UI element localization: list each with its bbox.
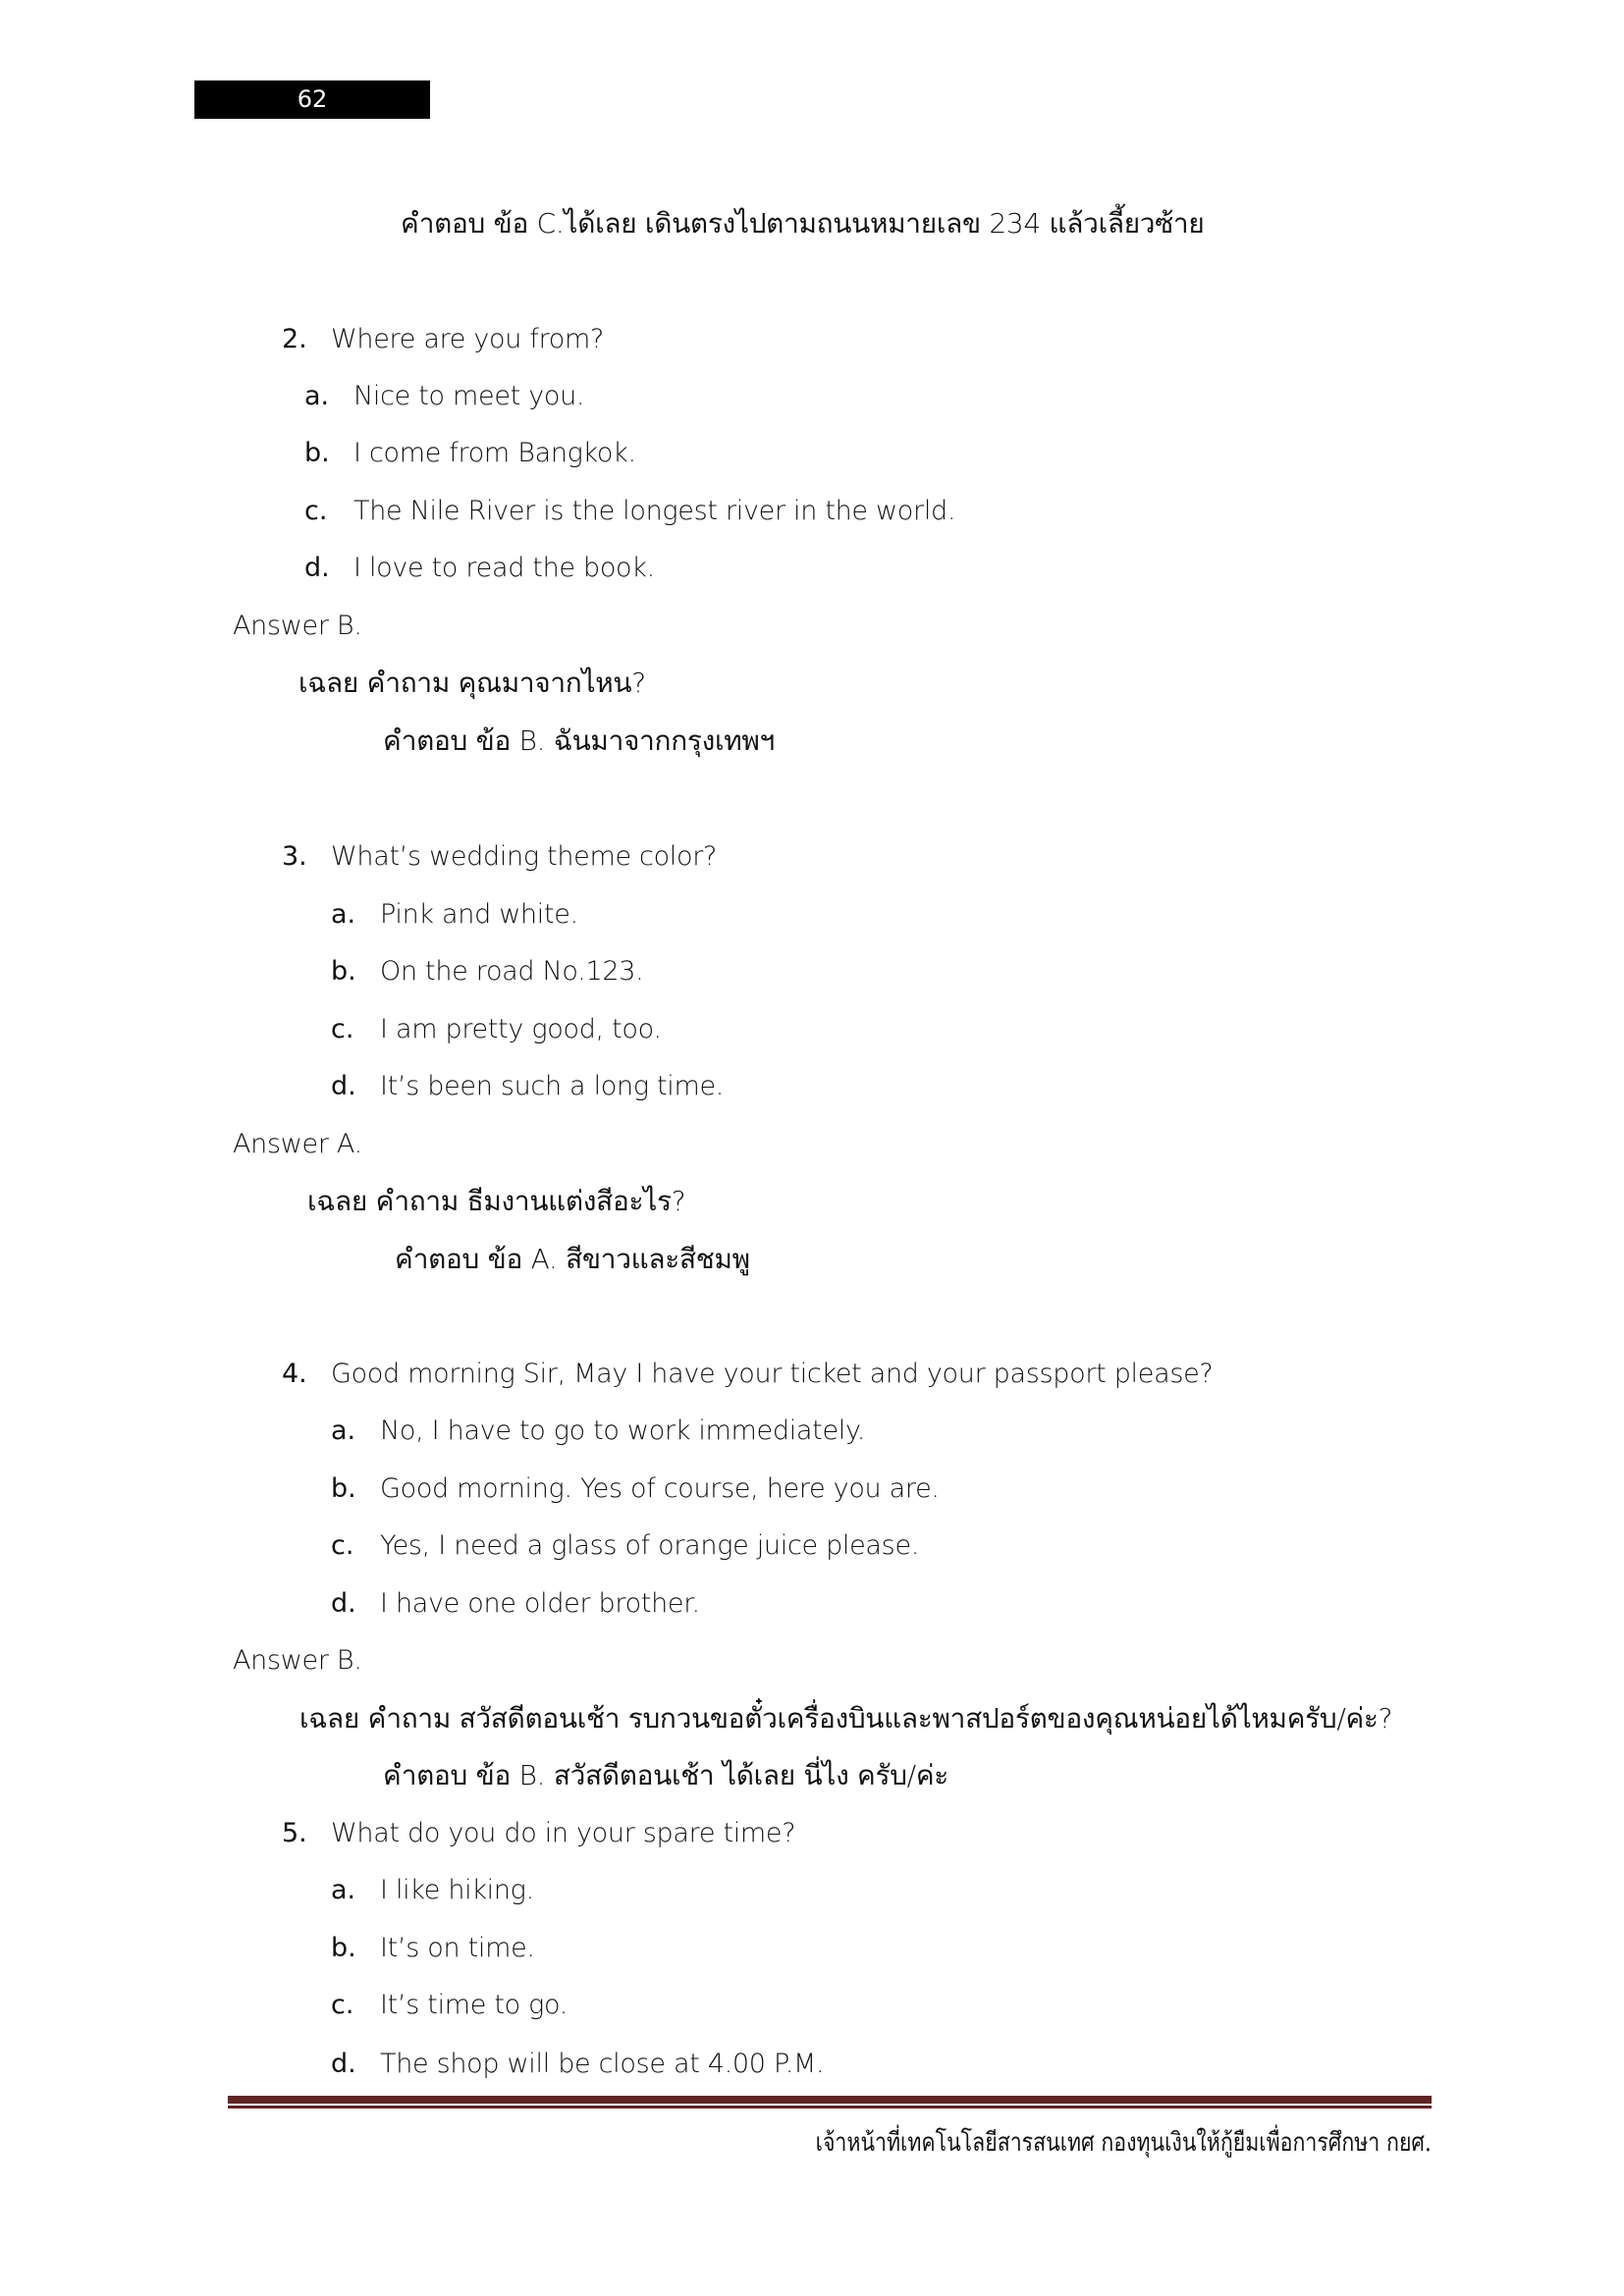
option-text: No, I have to go to work immediately.	[380, 1415, 866, 1446]
option-text: I am pretty good, too.	[380, 1014, 662, 1044]
question-number: 4.	[282, 1359, 307, 1389]
footer-rule-thick	[228, 2096, 1432, 2104]
option-text: It’s been such a long time.	[380, 1071, 725, 1101]
option-text: I like hiking.	[380, 1875, 534, 1905]
option-text: I have one older brother.	[380, 1588, 700, 1619]
question-number: 5.	[282, 1818, 307, 1848]
option-letter: c.	[331, 1990, 354, 2020]
option-text: Pink and white.	[380, 899, 578, 930]
explanation-answer: คำตอบ ข้อ B. สวัสดีตอนเช้า ได้เลย นี่ไง ครับ/ค่ะ	[383, 1759, 948, 1791]
footer-text: เจ้าหน้าที่เทคโนโลยีสารสนเทศ กองทุนเงินให้กู้ยืมเพื่อการศึกษา กยศ.	[815, 2128, 1432, 2158]
option-letter: b.	[331, 1473, 356, 1504]
explanation-answer: คำตอบ ข้อ B. ฉันมาจากกรุงเทพฯ	[383, 724, 775, 757]
option-letter: d.	[331, 1588, 356, 1619]
option-text: Yes, I need a glass of orange juice please.	[380, 1530, 920, 1561]
explanation-question: เฉลย คำถาม ธีมงานแต่งสีอะไร?	[307, 1185, 686, 1217]
option-text: Good morning. Yes of course, here you are.	[380, 1473, 940, 1504]
question-text: What do you do in your spare time?	[331, 1818, 796, 1848]
question-text: Good morning Sir, May I have your ticket and your passport please?	[331, 1359, 1214, 1389]
option-letter: c.	[331, 1014, 354, 1044]
explanation-question: เฉลย คำถาม สวัสดีตอนเช้า รบกวนขอตั๋วเครื่องบินและพาสปอร์ตของคุณหน่อยได้ไหมครับ/ค่ะ?	[299, 1702, 1393, 1735]
option-text: Nice to meet you.	[353, 381, 585, 411]
option-text: The Nile River is the longest river in the world.	[353, 496, 956, 526]
option-text: The shop will be close at 4.00 P.M.	[380, 2049, 825, 2079]
page-number-badge	[194, 80, 430, 119]
option-text: I come from Bangkok.	[353, 438, 636, 468]
option-letter: a.	[304, 381, 330, 411]
option-letter: d.	[331, 2049, 356, 2079]
option-letter: a.	[331, 899, 356, 930]
page-number: 62	[297, 85, 328, 113]
answer-label: Answer A.	[233, 1129, 362, 1159]
question-number: 2.	[282, 324, 307, 354]
question-text: What’s wedding theme color?	[331, 841, 718, 872]
option-letter: c.	[304, 496, 328, 526]
explanation-answer: คำตอบ ข้อ A. สีขาวและสีชมพู	[395, 1243, 750, 1275]
footer-rule-thin	[228, 2106, 1432, 2109]
answer-label: Answer B.	[233, 1645, 362, 1676]
option-letter: b.	[331, 1933, 356, 1963]
option-letter: a.	[331, 1875, 356, 1905]
option-text: On the road No.123.	[380, 956, 644, 987]
option-letter: a.	[331, 1415, 356, 1446]
option-letter: d.	[304, 553, 330, 583]
option-text: It’s time to go.	[380, 1990, 568, 2020]
option-letter: b.	[331, 956, 356, 987]
option-letter: b.	[304, 438, 330, 468]
question-text: Where are you from?	[331, 324, 605, 354]
option-letter: d.	[331, 1071, 356, 1101]
answer-label: Answer B.	[233, 611, 362, 641]
option-text: I love to read the book.	[353, 553, 655, 583]
explanation-question: เฉลย คำถาม คุณมาจากไหน?	[298, 667, 646, 699]
option-text: It’s on time.	[380, 1933, 535, 1963]
option-letter: c.	[331, 1530, 354, 1561]
intro-answer: คำตอบ ข้อ C.ได้เลย เดินตรงไปตามถนนหมายเลข 234 แล้วเลี้ยวซ้าย	[401, 207, 1205, 240]
question-number: 3.	[282, 841, 307, 872]
